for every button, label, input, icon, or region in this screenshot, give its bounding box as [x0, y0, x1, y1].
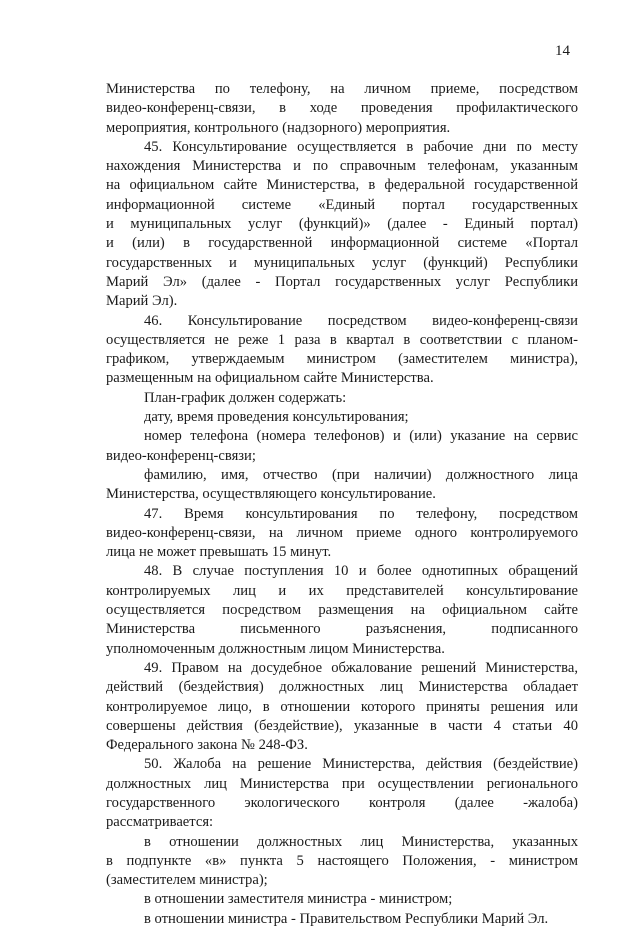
- text-line: государственных и муниципальных услуг (функций) Республики: [106, 254, 578, 271]
- paragraph: [106, 389, 578, 408]
- text-line: Министерства по телефону, на личном приеме, посредством: [106, 81, 578, 97]
- text-line: на официальном сайте Министерства, в федеральной государственной: [106, 177, 578, 194]
- paragraph: [106, 890, 578, 909]
- paragraph: [106, 659, 578, 755]
- text-line: видео-конференц-связи;: [106, 447, 256, 464]
- text-line: 48. В случае поступления 10 и более однотипных обращений: [144, 563, 578, 580]
- paragraph: [106, 466, 578, 505]
- text-line: 47. Время консультирования по телефону, посредством: [144, 505, 578, 522]
- text-line: государственного экологического контроля (далее -жалоба): [106, 794, 578, 811]
- paragraph: [106, 833, 578, 891]
- text-line: Министерства письменного разъяснения, подписанного: [106, 621, 578, 638]
- text-line: лица не может превышать 15 минут.: [106, 544, 332, 561]
- text-line: осуществляется посредством размещения на официальном сайте: [106, 602, 578, 619]
- text-line: фамилию, имя, отчество (при наличии) должностного лица: [144, 466, 578, 483]
- document-body: [106, 80, 578, 929]
- paragraph: [106, 755, 578, 832]
- paragraph: [106, 910, 578, 929]
- text-line: 46. Консультирование посредством видео-конференц-связи: [144, 312, 578, 329]
- text-line: контролируемое лицо, в отношении которого приняты решения или: [106, 698, 578, 715]
- text-line: мероприятия, контрольного (надзорного) мероприятия.: [106, 119, 451, 136]
- text-line: осуществляется не реже 1 раза в квартал в соответствии с планом-: [106, 331, 578, 348]
- text-line: рассматривается:: [106, 814, 214, 831]
- text-line: размещенным на официальном сайте Министерства.: [106, 370, 434, 387]
- text-line: уполномоченным должностным лицом Министерства.: [106, 640, 445, 657]
- text-line: видео-конференц-связи, на личном приеме одного контролируемого: [106, 524, 578, 541]
- text-line: совершены действия (бездействие), указанные в части 4 статьи 40: [106, 717, 578, 734]
- text-line: должностных лиц Министерства при осуществлении регионального: [106, 775, 578, 792]
- text-line: Марий Эл» (далее - Портал государственных услуг Республики: [106, 273, 578, 290]
- text-line: в отношении заместителя министра - министром;: [144, 891, 453, 908]
- paragraph: [106, 562, 578, 658]
- text-line: действий (бездействия) должностных лиц Министерства обладает: [106, 679, 578, 696]
- text-line: номер телефона (номера телефонов) и (или) указание на сервис: [144, 428, 578, 445]
- text-line: информационной системе «Единый портал государственных: [106, 196, 578, 213]
- text-line: (заместителем министра);: [106, 872, 268, 889]
- paragraph: [106, 80, 578, 138]
- page-number: 14: [555, 43, 570, 59]
- text-line: в отношении должностных лиц Министерства, указанных: [144, 833, 578, 850]
- text-line: План-график должен содержать:: [144, 389, 347, 406]
- text-line: контролируемых лиц и их представителей консультирование: [106, 582, 578, 599]
- text-line: дату, время проведения консультирования;: [144, 409, 409, 426]
- paragraph: [106, 505, 578, 563]
- paragraph: [106, 427, 578, 466]
- text-line: в отношении министра - Правительством Республики Марий Эл.: [144, 910, 549, 927]
- text-line: Федерального закона № 248-ФЗ.: [106, 737, 308, 754]
- text-line: и муниципальных услуг (функций)» (далее - Единый портал): [106, 216, 578, 233]
- text-line: Министерства, осуществляющего консультирование.: [106, 486, 436, 503]
- text-line: нахождения Министерства и по справочным телефонам, указанным: [106, 158, 578, 175]
- paragraph: [106, 408, 578, 427]
- text-line: видео-конференц-связи, в ходе проведения профилактического: [106, 100, 578, 117]
- text-line: и (или) в государственной информационной системе «Портал: [106, 235, 578, 252]
- text-line: Марий Эл).: [106, 293, 178, 310]
- text-line: 45. Консультирование осуществляется в рабочие дни по месту: [144, 138, 578, 155]
- text-line: графиком, утверждаемым министром (заместителем министра),: [106, 351, 578, 368]
- paragraph: [106, 312, 578, 389]
- paragraph: [106, 138, 578, 312]
- text-line: 49. Правом на досудебное обжалование решений Министерства,: [144, 659, 578, 676]
- text-line: в подпункте «в» пункта 5 настоящего Положения, - министром: [106, 852, 578, 869]
- text-line: 50. Жалоба на решение Министерства, действия (бездействие): [144, 756, 578, 773]
